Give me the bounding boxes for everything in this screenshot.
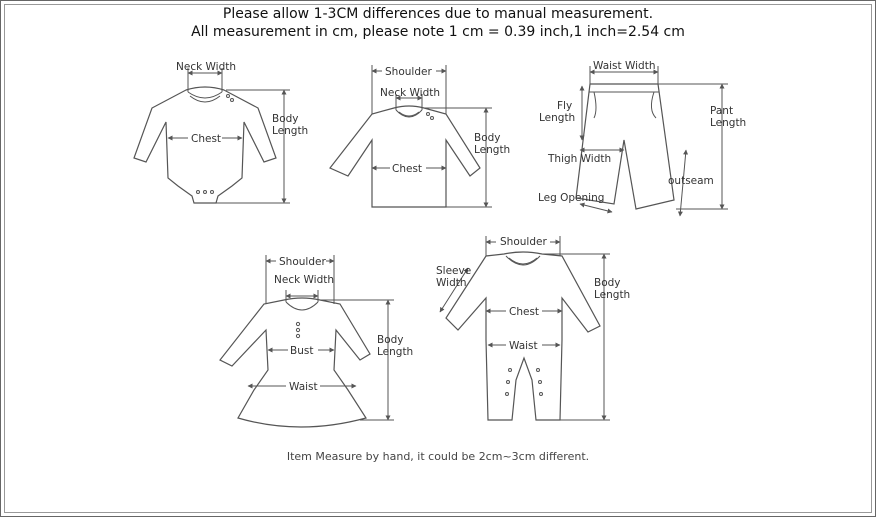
tshirt-outline <box>330 106 480 207</box>
romper-shoulder-label: Shoulder <box>500 236 547 248</box>
bodysuit-length-label: Length <box>272 125 309 137</box>
dress-diagram <box>220 254 413 427</box>
bodysuit-diagram <box>134 61 308 203</box>
tshirt-body-label: Body <box>474 132 501 144</box>
romper-width-label: Width <box>436 277 467 289</box>
header-line-2: All measurement in cm, please note 1 cm = 0.39 inch,1 inch=2.54 cm <box>191 24 685 40</box>
tshirt-diagram <box>330 64 510 207</box>
romper-length-label: Length <box>594 289 631 301</box>
pants-pant-label: Pant <box>710 105 734 117</box>
dress-body-label: Body <box>377 334 404 346</box>
tshirt-chest-label: Chest <box>392 163 423 175</box>
bodysuit-neck-label: Neck Width <box>176 61 237 73</box>
header-line-1: Please allow 1-3CM differences due to manual measurement. <box>222 6 654 22</box>
tshirt-length-label: Length <box>474 144 511 156</box>
romper-sleeve-label: Sleeve <box>436 265 472 277</box>
romper-body-label: Body <box>594 277 621 289</box>
romper-outline <box>446 252 600 420</box>
pants-legopening-label: Leg Opening <box>538 192 605 204</box>
pants-outline <box>576 84 674 209</box>
dress-neck-label: Neck Width <box>274 274 335 286</box>
pants-thigh-label: Thigh Width <box>548 153 612 165</box>
pants-outseam-label: outseam <box>668 175 714 187</box>
bodysuit-chest-label: Chest <box>191 133 222 145</box>
dress-bust-label: Bust <box>290 345 314 357</box>
pants-diagram <box>538 60 746 216</box>
footer-note: Item Measure by hand, it could be 2cm~3cm different. <box>286 450 590 463</box>
pants-pant-length-label: Length <box>710 117 747 129</box>
romper-diagram <box>436 235 630 420</box>
romper-chest-label: Chest <box>509 306 540 318</box>
pants-fly-length-label: Length <box>539 112 576 124</box>
pants-legopening-arrow <box>580 204 612 212</box>
dress-waist-label: Waist <box>289 381 318 393</box>
bodysuit-body-label: Body <box>272 113 299 125</box>
dress-shoulder-label: Shoulder <box>279 256 326 268</box>
pants-waist-label: Waist Width <box>593 60 656 72</box>
tshirt-neck-label: Neck Width <box>380 87 441 99</box>
pants-fly-label: Fly <box>557 100 573 112</box>
dress-length-label: Length <box>377 346 414 358</box>
tshirt-shoulder-label: Shoulder <box>385 66 432 78</box>
dress-outline <box>220 298 370 427</box>
romper-waist-label: Waist <box>509 340 538 352</box>
